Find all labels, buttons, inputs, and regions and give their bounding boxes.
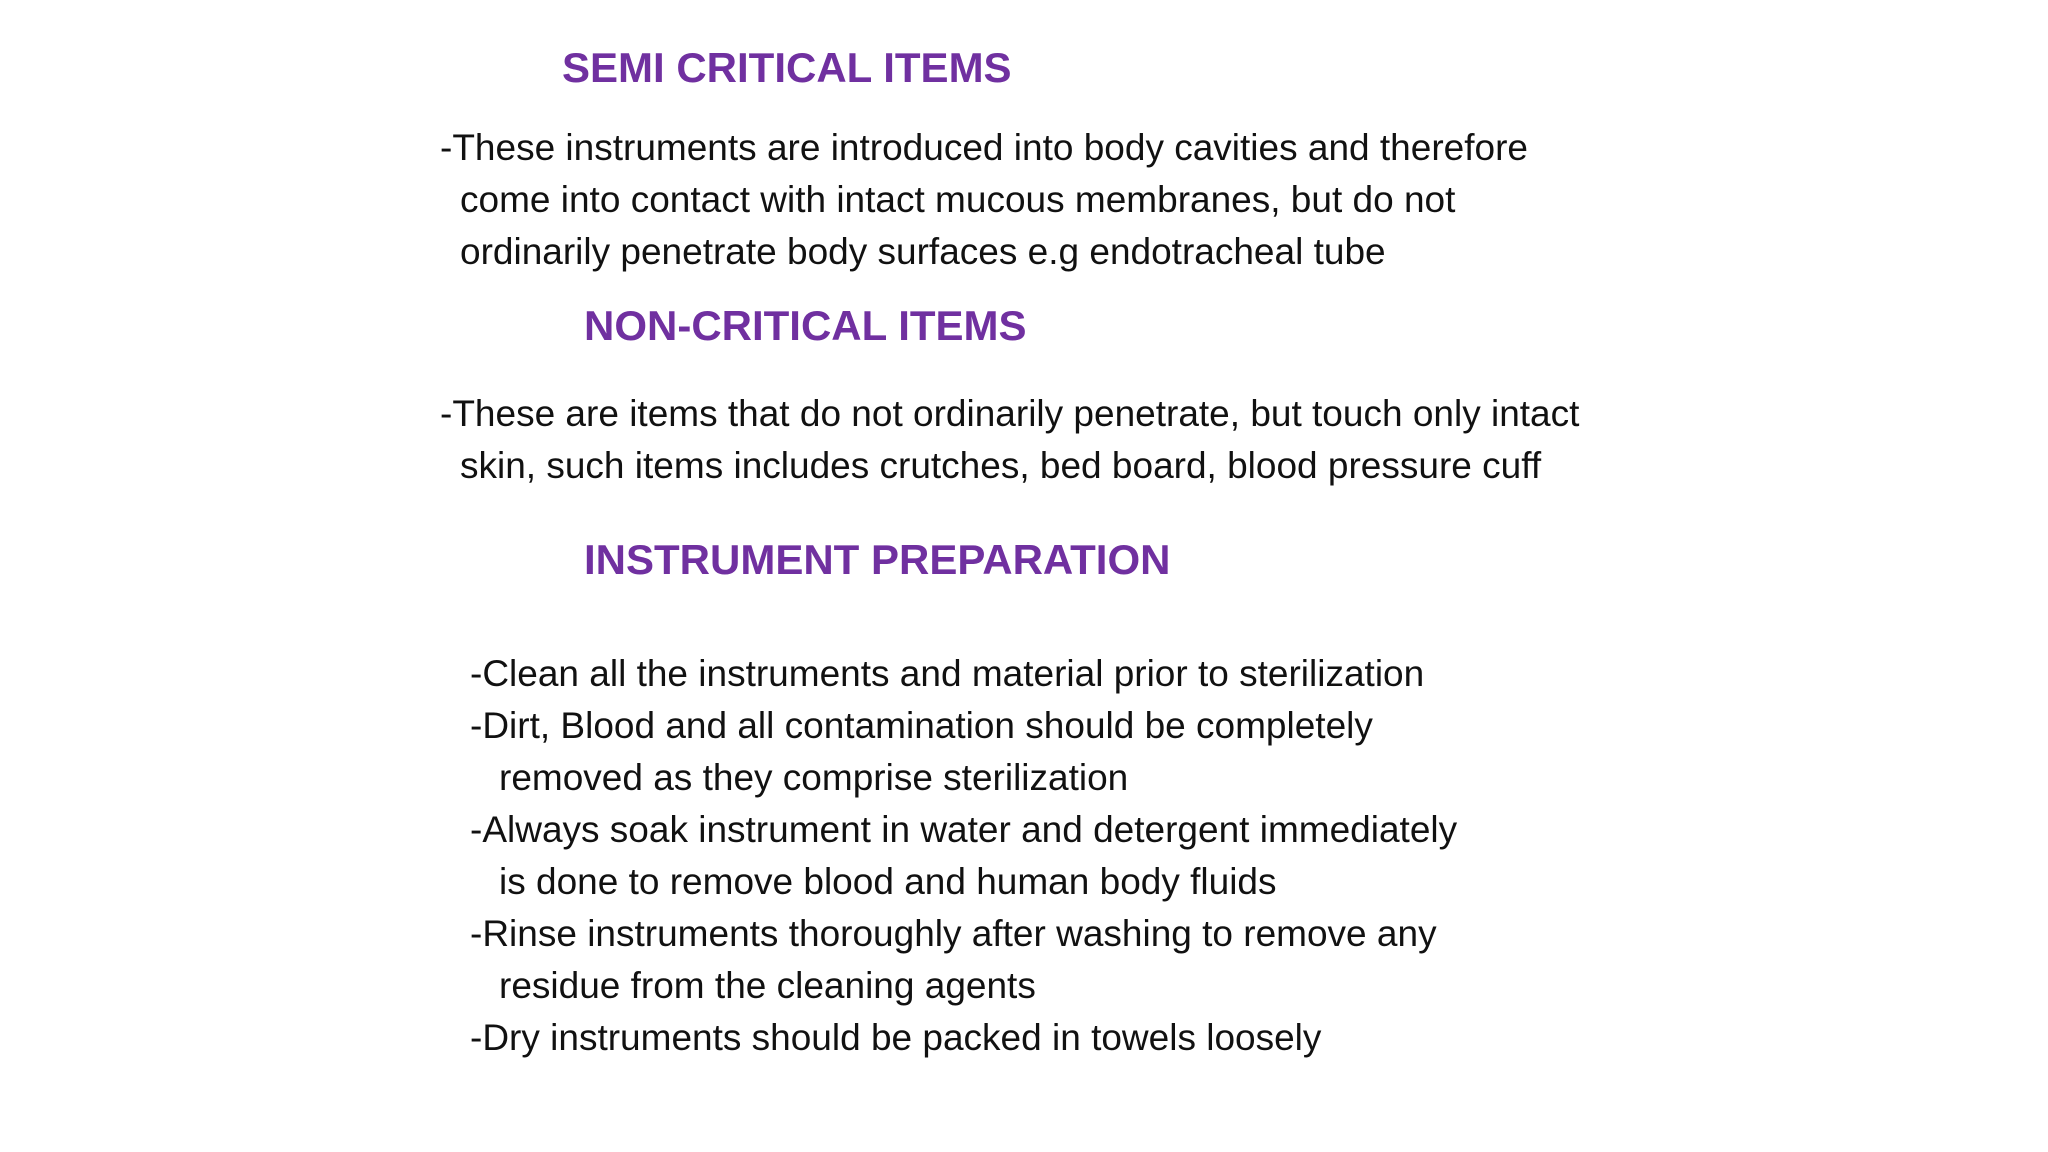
semi-critical-description [440, 122, 1528, 278]
text-line: -These are items that do not ordinarily penetrate, but touch only intact [440, 393, 1580, 434]
list-item-continuation: residue from the cleaning agents [499, 965, 1036, 1006]
text-line: come into contact with intact mucous membranes, but do not [460, 179, 1456, 220]
text-line: ordinarily penetrate body surfaces e.g endotracheal tube [460, 231, 1386, 272]
list-item: -Clean all the instruments and material prior to sterilization [470, 653, 1425, 694]
instrument-preparation-heading: INSTRUMENT PREPARATION [584, 536, 1171, 583]
text-line: -These instruments are introduced into body cavities and therefore [440, 127, 1528, 168]
non-critical-description [440, 388, 1579, 492]
list-item-continuation: removed as they comprise sterilization [499, 757, 1129, 798]
instrument-preparation-list [470, 648, 1457, 1064]
list-item: -Dirt, Blood and all contamination should be completely [470, 705, 1373, 746]
list-item: -Dry instruments should be packed in towels loosely [470, 1017, 1322, 1058]
list-item-continuation: is done to remove blood and human body fluids [499, 861, 1277, 902]
list-item: -Rinse instruments thoroughly after washing to remove any [470, 913, 1437, 954]
non-critical-heading: NON-CRITICAL ITEMS [584, 302, 1027, 349]
text-line: skin, such items includes crutches, bed board, blood pressure cuff [460, 445, 1542, 486]
semi-critical-heading: SEMI CRITICAL ITEMS [562, 44, 1012, 91]
list-item: -Always soak instrument in water and detergent immediately [470, 809, 1458, 850]
